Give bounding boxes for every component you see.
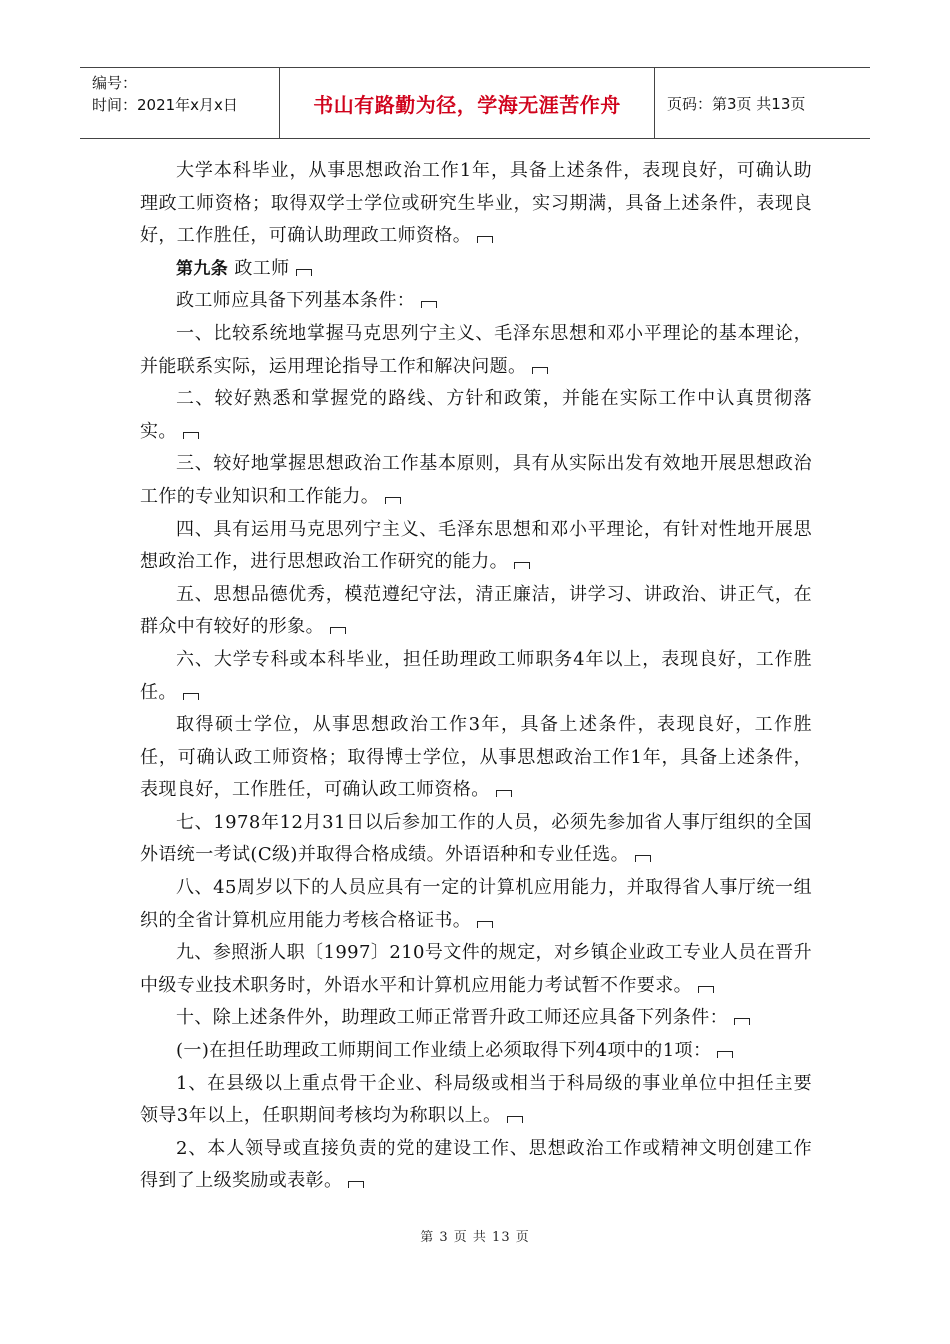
paragraph-mark-icon <box>635 855 651 862</box>
paragraph: 1、在县级以上重点骨干企业、科局级或相当于科局级的事业单位中担任主要领导3年以上，任职期间考核均为称职以上。 <box>140 1072 812 1127</box>
paragraph: 九、参照浙人职〔1997〕210号文件的规定，对乡镇企业政工专业人员在晋升中级专业技术职务时，外语水平和计算机应用能力考试暂不作要求。 <box>140 942 812 996</box>
paragraph: 五、思想品德优秀，模范遵纪守法，清正廉洁，讲学习、讲政治、讲正气，在群众中有较好的形象。 <box>140 583 812 638</box>
document-time-label: 时间：2021年x月x日 <box>92 96 238 114</box>
paragraph-mark-icon <box>514 562 530 569</box>
paragraph: 三、较好地掌握思想政治工作基本原则，具有从实际出发有效地开展思想政治工作的专业知识和工作能力。 <box>140 453 812 507</box>
paragraph: 大学本科毕业，从事思想政治工作1年，具备上述条件，表现良好，可确认助理政工师资格；取得双学士学位或研究生毕业，实习期满，具备上述条件，表现良好，工作胜任，可确认助理政工师资格。 <box>140 160 812 247</box>
paragraph-mark-icon <box>296 269 312 276</box>
paragraph: 政工师应具备下列基本条件： <box>140 285 812 318</box>
document-number-label: 编号： <box>92 74 138 92</box>
paragraph: 六、大学专科或本科毕业，担任助理政工师职务4年以上，表现良好，工作胜任。 <box>140 648 812 703</box>
paragraph: 八、45周岁以下的人员应具有一定的计算机应用能力，并取得省人事厅统一组织的全省计算机应用能力考核合格证书。 <box>140 877 812 931</box>
paragraph-mark-icon <box>477 921 493 928</box>
paragraph-mark-icon <box>477 236 493 243</box>
header-meta <box>80 68 280 138</box>
article-number: 第九条 <box>176 258 229 279</box>
paragraph: 四、具有运用马克思列宁主义、毛泽东思想和邓小平理论，有针对性地开展思想政治工作，进行思想政治工作研究的能力。 <box>140 518 812 573</box>
article-heading <box>140 253 812 286</box>
page-header <box>80 67 870 139</box>
paragraph: 2、本人领导或直接负责的党的建设工作、思想政治工作或精神文明创建工作得到了上级奖励或表彰。 <box>140 1137 812 1192</box>
paragraph-mark-icon <box>698 986 714 993</box>
article-title: 政工师 <box>228 257 290 279</box>
paragraph-mark-icon <box>532 367 548 374</box>
paragraph-mark-icon <box>183 693 199 700</box>
paragraph-mark-icon <box>717 1051 733 1058</box>
paragraph-mark-icon <box>348 1181 364 1188</box>
header-motto: 书山有路勤为径，学海无涯苦作舟 <box>280 68 655 138</box>
paragraph: (一)在担任助理政工师期间工作业绩上必须取得下列4项中的1项： <box>140 1035 812 1068</box>
paragraph-mark-icon <box>496 790 512 797</box>
paragraph-mark-icon <box>734 1018 750 1025</box>
document-body <box>140 155 812 1198</box>
header-page-info: 页码：第3页 共13页 <box>667 94 806 113</box>
paragraph-mark-icon <box>421 301 437 308</box>
page-footer: 第 3 页 共 13 页 <box>420 1230 530 1245</box>
paragraph: 七、1978年12月31日以后参加工作的人员，必须先参加省人事厅组织的全国外语统一考试(C级)并取得合格成绩。外语语种和专业任选。 <box>140 811 812 866</box>
paragraph-mark-icon <box>507 1116 523 1123</box>
paragraph: 二、较好熟悉和掌握党的路线、方针和政策，并能在实际工作中认真贯彻落实。 <box>140 388 812 442</box>
paragraph: 取得硕士学位，从事思想政治工作3年，具备上述条件，表现良好，工作胜任，可确认政工师资格；取得博士学位，从事思想政治工作1年，具备上述条件，表现良好，工作胜任，可确认政工师资格。 <box>140 714 812 801</box>
paragraph: 一、比较系统地掌握马克思列宁主义、毛泽东思想和邓小平理论的基本理论，并能联系实际，运用理论指导工作和解决问题。 <box>140 322 812 377</box>
paragraph-mark-icon <box>330 627 346 634</box>
paragraph: 十、除上述条件外，助理政工师正常晋升政工师还应具备下列条件： <box>140 1002 812 1035</box>
paragraph-mark-icon <box>385 497 401 504</box>
paragraph-mark-icon <box>183 432 199 439</box>
